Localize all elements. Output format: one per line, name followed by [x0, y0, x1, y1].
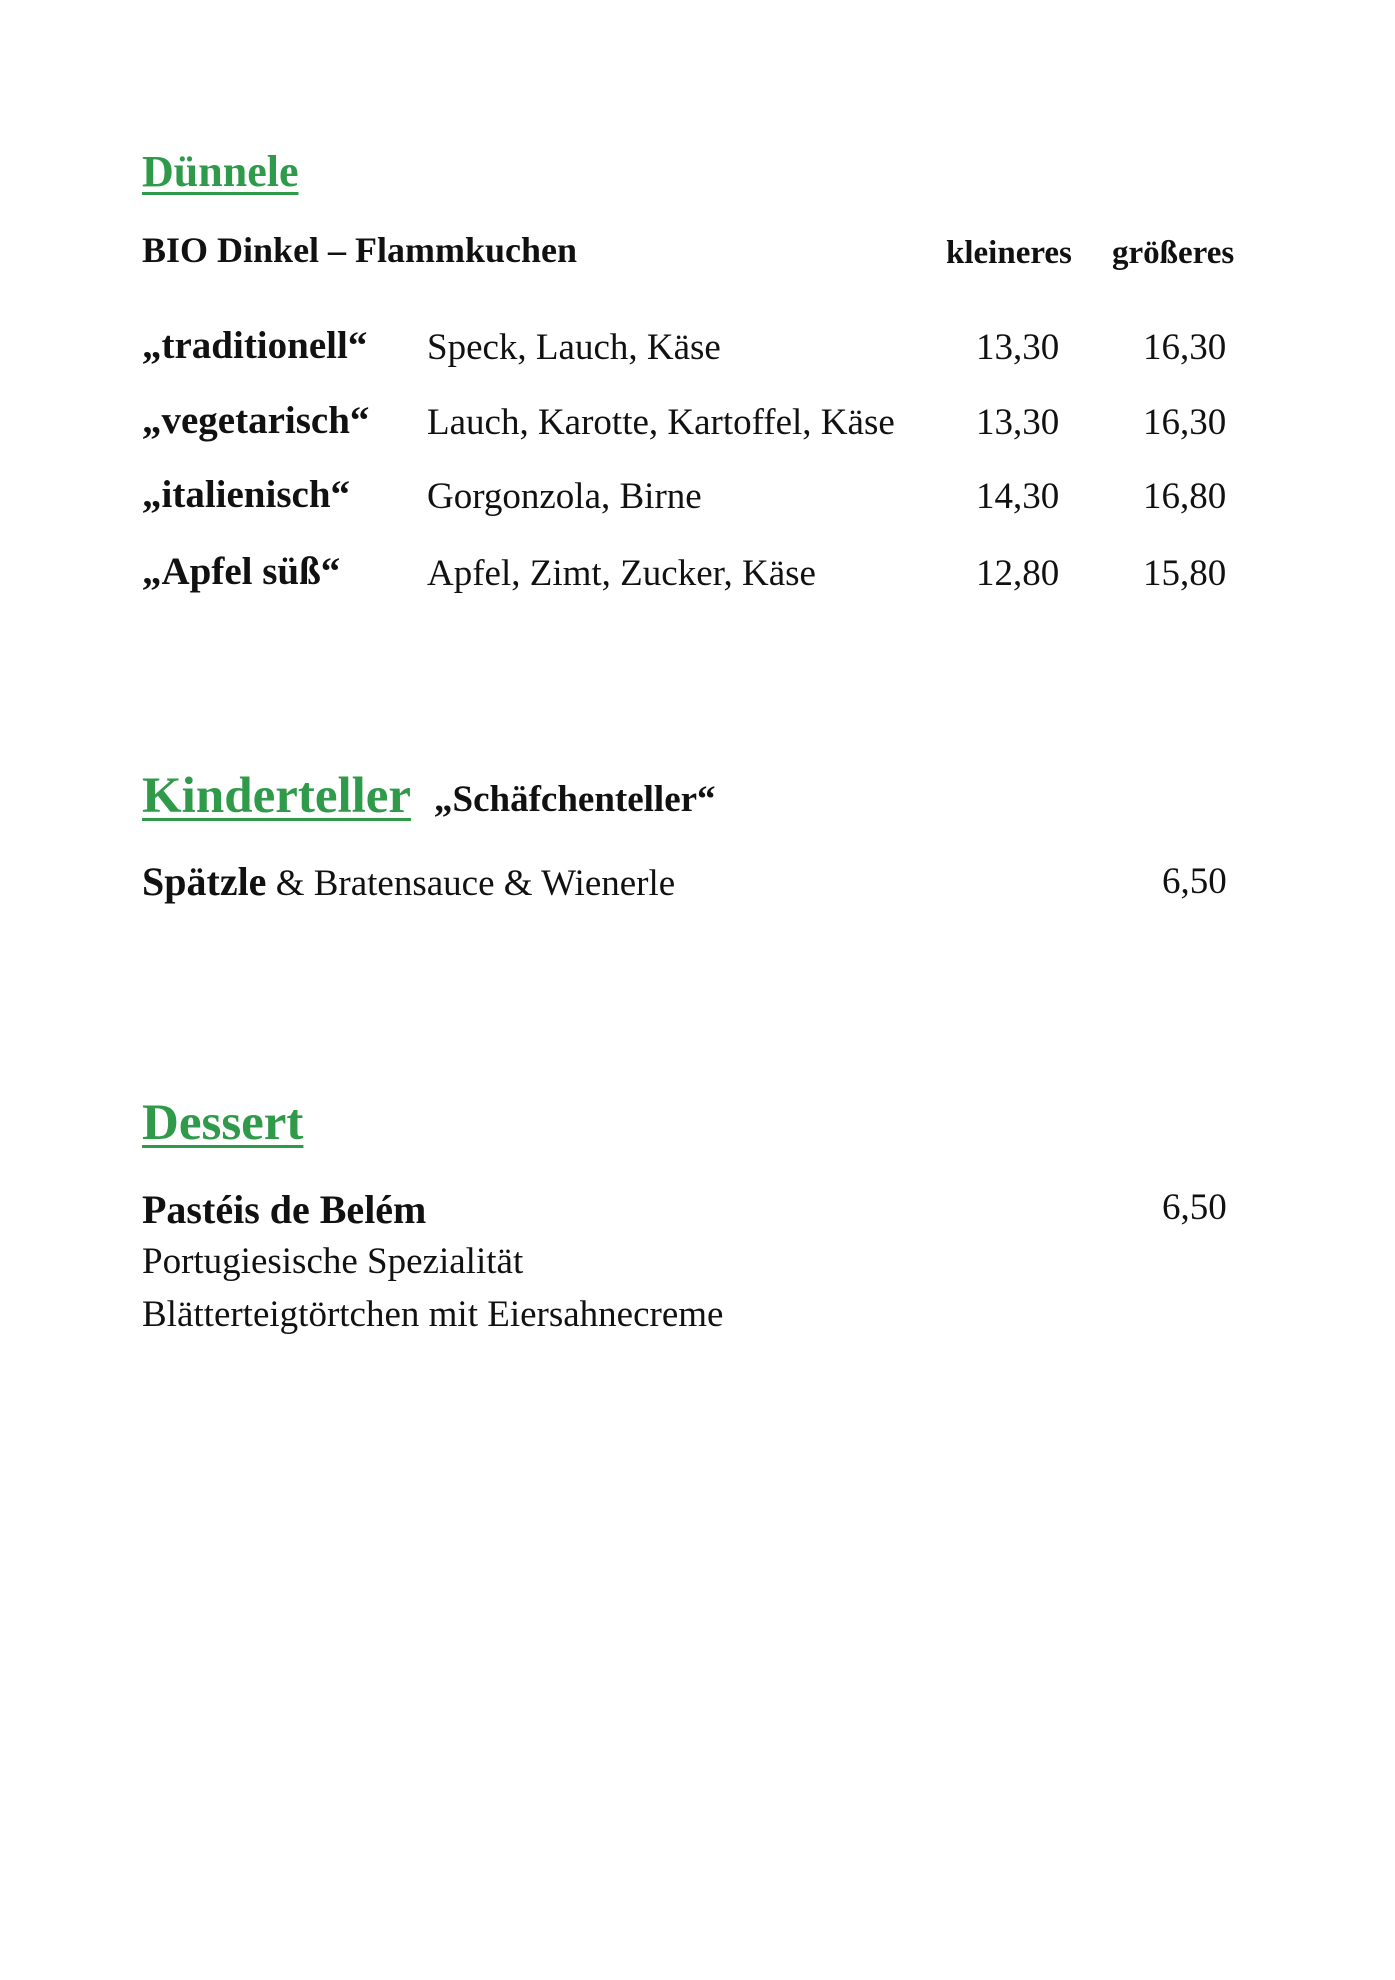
- menu-item-name: „Apfel süß“: [142, 550, 341, 593]
- menu-item-price-small: 13,30: [976, 327, 1060, 368]
- menu-item-price-small: 12,80: [976, 553, 1060, 594]
- menu-item-price-large: 16,30: [1143, 402, 1227, 443]
- column-header-small: kleineres: [946, 235, 1072, 271]
- dessert-description-line-1: Portugiesische Spezialität: [142, 1241, 524, 1282]
- menu-item-description: Speck, Lauch, Käse: [427, 327, 721, 368]
- kinderteller-price: 6,50: [1162, 861, 1227, 902]
- menu-item-price-large: 16,30: [1143, 327, 1227, 368]
- section-title-duennele: Dünnele: [142, 147, 299, 196]
- section-title-dessert: Dessert: [142, 1095, 304, 1151]
- menu-item-price-small: 14,30: [976, 476, 1060, 517]
- menu-item-price-small: 13,30: [976, 402, 1060, 443]
- kinderteller-subtitle: „Schäfchenteller“: [434, 779, 716, 820]
- kinderteller-item-sides: & Bratensauce & Wienerle: [266, 863, 676, 904]
- dessert-item-name: Pastéis de Belém: [142, 1187, 427, 1232]
- menu-item-price-large: 15,80: [1143, 553, 1227, 594]
- dessert-price: 6,50: [1162, 1187, 1227, 1228]
- menu-item-description: Apfel, Zimt, Zucker, Käse: [427, 553, 816, 594]
- menu-item-name: „traditionell“: [142, 324, 368, 367]
- dessert-description-line-2: Blätterteigtörtchen mit Eiersahnecreme: [142, 1294, 724, 1335]
- menu-item-price-large: 16,80: [1143, 476, 1227, 517]
- kinderteller-item: [142, 858, 675, 908]
- kinderteller-item-main: Spätzle: [142, 859, 267, 904]
- column-header-large: größeres: [1112, 235, 1235, 271]
- section-title-kinderteller: Kinderteller: [142, 768, 412, 824]
- menu-item-description: Gorgonzola, Birne: [427, 476, 702, 517]
- duennele-subtitle: BIO Dinkel – Flammkuchen: [142, 230, 578, 270]
- menu-item-name: „italienisch“: [142, 473, 351, 516]
- menu-item-name: „vegetarisch“: [142, 399, 370, 442]
- menu-item-description: Lauch, Karotte, Kartoffel, Käse: [427, 402, 895, 443]
